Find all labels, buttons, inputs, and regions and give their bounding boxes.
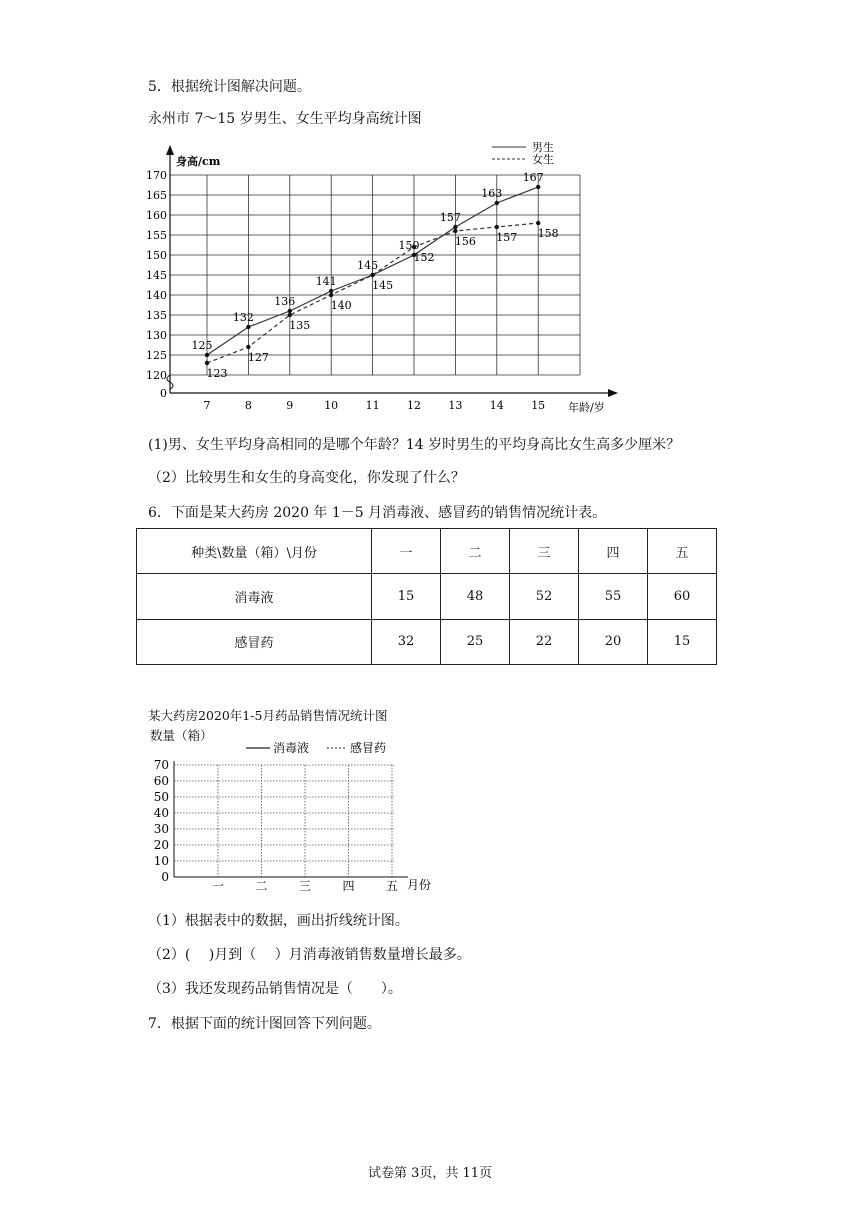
q5-chart-title: 永州市 7～15 岁男生、女生平均身高统计图: [148, 111, 422, 127]
table-cell: 48: [441, 574, 510, 619]
y-tick-label: 145: [146, 269, 167, 282]
height-chart-xlabel: 年龄/岁: [568, 401, 605, 414]
boys-point: [495, 201, 499, 205]
table-cell: 20: [579, 619, 648, 664]
y-tick-label: 0: [161, 870, 169, 884]
table-header-cell: 二: [441, 529, 510, 574]
height-chart-grid: [170, 175, 580, 375]
x-tick-label: 13: [448, 399, 463, 412]
table-cell: 22: [510, 619, 579, 664]
x-tick-label: 11: [365, 399, 380, 412]
table-header-cell: 三: [510, 529, 579, 574]
y-axis-arrow: [166, 145, 174, 155]
height-chart-axes: [166, 145, 618, 397]
boys-data-label: 141: [315, 275, 337, 288]
q5-question-2: （2）比较男生和女生的身高变化，你发现了什么？: [148, 470, 465, 486]
y-tick-label: 160: [146, 209, 167, 222]
table-cell: 55: [579, 574, 648, 619]
girls-data-label: 158: [537, 227, 559, 240]
boys-point: [205, 353, 209, 357]
q5-question-1: (1)男、女生平均身高相同的是哪个年龄？14 岁时男生的平均身高比女生高多少厘米？: [148, 437, 681, 453]
x-tick-label: 15: [531, 399, 546, 412]
girls-data-label: 152: [413, 251, 435, 264]
legend-girls: 女生: [532, 153, 554, 166]
boys-data-label: 132: [232, 311, 254, 324]
girls-point: [370, 273, 374, 277]
table-row: [137, 574, 717, 619]
table-header-cell: 一: [372, 529, 441, 574]
girls-data-label: 156: [454, 235, 476, 248]
legend-boys: 男生: [532, 141, 554, 154]
table-cell: 25: [441, 619, 510, 664]
table-header-row: [137, 529, 717, 574]
girls-point: [453, 229, 457, 233]
girls-point: [205, 361, 209, 365]
sales-chart-title: 某大药房2020年1-5月药品销售情况统计图: [148, 708, 388, 723]
y-tick-label: 140: [146, 289, 167, 302]
x-tick-label: 三: [298, 879, 312, 893]
x-tick-label: 8: [244, 399, 252, 412]
boys-point: [288, 309, 292, 313]
legend-disinfectant: 消毒液: [273, 741, 310, 755]
page-footer: 试卷第 3页，共 11页: [367, 1166, 493, 1181]
boys-data-label: 125: [191, 339, 213, 352]
boys-data-label: 157: [439, 211, 461, 224]
y-tick-label: 30: [153, 822, 169, 836]
y-tick-label: 20: [153, 838, 169, 852]
height-chart-ylabel: 身高/cm: [176, 155, 221, 168]
y-tick-label: 120: [146, 369, 167, 382]
x-tick-label: 14: [489, 399, 504, 412]
girls-point: [536, 221, 540, 225]
boys-point: [246, 325, 250, 329]
table-row: [137, 619, 717, 664]
y-tick-label: 165: [146, 189, 167, 202]
x-tick-label: 二: [255, 879, 268, 893]
y-tick-label: 60: [153, 774, 169, 788]
table-cell: 60: [648, 574, 717, 619]
girls-data-label: 140: [330, 299, 352, 312]
sales-chart: [140, 738, 440, 898]
girls-data-label: 123: [206, 367, 228, 380]
girls-point: [329, 293, 333, 297]
sales-table: [136, 528, 717, 665]
y-tick-label: 130: [146, 329, 167, 342]
boys-data-label: 145: [357, 259, 379, 272]
table-cell: 15: [372, 574, 441, 619]
girls-data-label: 145: [372, 279, 394, 292]
x-tick-label: 一: [211, 879, 225, 893]
x-tick-label: 12: [407, 399, 421, 412]
height-chart: [140, 135, 630, 420]
girls-point: [246, 345, 250, 349]
sales-chart-axes: [174, 761, 408, 877]
sales-chart-legend: [246, 740, 386, 755]
girls-data-label: 135: [289, 319, 311, 332]
q6-question-3: （3）我还发现药品销售情况是（ ）。: [148, 981, 402, 997]
sales-chart-grid: [174, 765, 394, 877]
boys-point: [329, 289, 333, 293]
table-header-cell: 种类\数量（箱）\月份: [137, 529, 372, 574]
y-tick-label: 150: [146, 249, 167, 262]
sales-chart-labels: [154, 758, 398, 893]
legend-cold-medicine: 感冒药: [350, 741, 387, 755]
boys-data-label: 136: [274, 295, 296, 308]
x-tick-label: 10: [324, 399, 339, 412]
y-tick-label: 50: [153, 790, 169, 804]
table-header-cell: 四: [579, 529, 648, 574]
girls-data-label: 157: [496, 231, 518, 244]
boys-point: [536, 185, 540, 189]
y-tick-label: 170: [146, 169, 167, 182]
x-tick-label: 7: [203, 399, 211, 412]
boys-data-label: 150: [398, 239, 420, 252]
table-cell: 消毒液: [137, 574, 372, 619]
boys-data-label: 163: [481, 187, 503, 200]
x-tick-label: 9: [286, 399, 294, 412]
table-cell: 52: [510, 574, 579, 619]
y-tick-label: 125: [146, 349, 167, 362]
y-tick-label: 0: [160, 387, 167, 400]
x-tick-label: 五: [385, 879, 399, 893]
girls-data-label: 127: [247, 351, 269, 364]
girls-point: [288, 313, 292, 317]
q6-heading: 6．下面是某大药房 2020 年 1－5 月消毒液、感冒药的销售情况统计表。: [148, 505, 607, 521]
sales-chart-ylabel: 数量（箱）: [150, 728, 213, 743]
table-cell: 感冒药: [137, 619, 372, 664]
sales-chart-xlabel: 月份: [407, 878, 432, 892]
y-tick-label: 10: [153, 854, 169, 868]
y-tick-label: 40: [153, 806, 169, 820]
x-tick-label: 四: [342, 879, 355, 893]
boys-data-label: 167: [522, 171, 544, 184]
girls-point: [495, 225, 499, 229]
q7-heading: 7．根据下面的统计图回答下列问题。: [148, 1016, 381, 1032]
q6-question-2: （2）( )月到（ ）月消毒液销售数量增长最多。: [148, 947, 471, 963]
y-tick-label: 155: [146, 229, 167, 242]
x-axis-arrow: [608, 389, 618, 397]
table-header-cell: 五: [648, 529, 717, 574]
table-cell: 32: [372, 619, 441, 664]
boys-point: [453, 225, 457, 229]
y-tick-label: 70: [153, 758, 169, 772]
height-chart-legend: [492, 140, 554, 166]
table-cell: 15: [648, 619, 717, 664]
q5-heading: 5．根据统计图解决问题。: [148, 79, 311, 95]
y-tick-label: 135: [146, 309, 167, 322]
q6-question-1: （1）根据表中的数据，画出折线统计图。: [148, 913, 409, 929]
